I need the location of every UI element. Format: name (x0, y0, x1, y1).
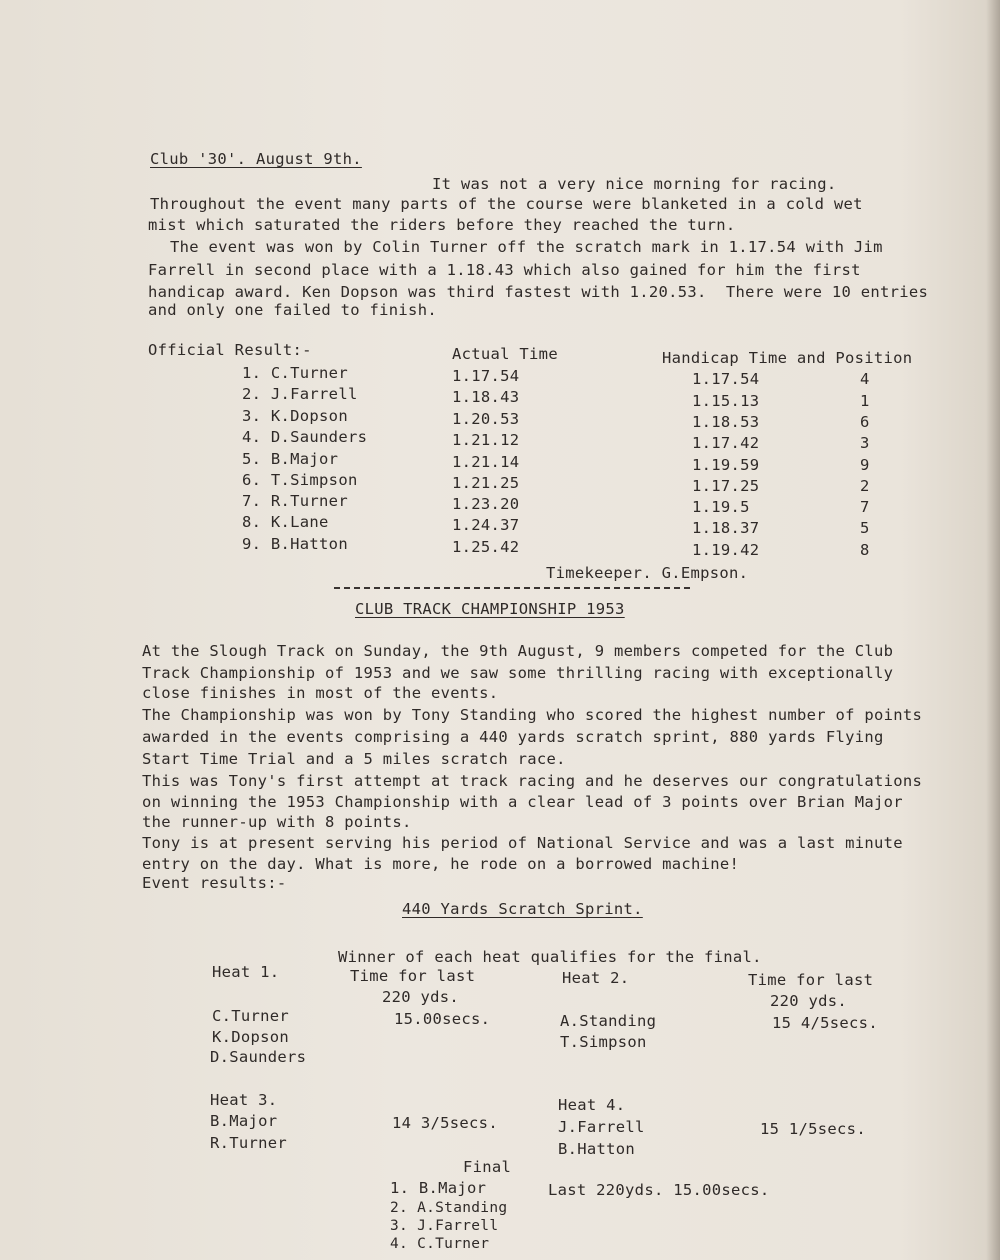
result-name: 8. K.Lane (242, 513, 329, 531)
result-actual: 1.25.42 (452, 538, 520, 556)
club30-line-1: It was not a very nice morning for racing. (432, 175, 837, 193)
result-position: 5 (860, 519, 870, 537)
result-position: 7 (860, 498, 870, 516)
club30-line-6: handicap award. Ken Dopson was third fastest with 1.20.53. There were 10 entries (148, 283, 929, 301)
track-heading: CLUB TRACK CHAMPIONSHIP 1953 (355, 600, 625, 618)
heat1-time-label-2: 220 yds. (382, 988, 460, 1006)
result-position: 1 (860, 392, 870, 410)
track-line-9: the runner-up with 8 points. (142, 813, 412, 831)
result-name: 4. D.Saunders (242, 428, 368, 446)
heat2-time: 15 4/5secs. (772, 1014, 878, 1032)
result-name: 9. B.Hatton (242, 535, 348, 553)
heat2-time-label-2: 220 yds. (770, 992, 848, 1010)
result-handicap: 1.15.13 (692, 392, 760, 410)
track-line-6: Start Time Trial and a 5 miles scratch race. (142, 750, 566, 768)
sprint-note: Winner of each heat qualifies for the final. (338, 948, 762, 966)
page-edge-shadow (986, 0, 1000, 1260)
heat4-rider: J.Farrell (558, 1118, 645, 1136)
result-handicap: 1.19.5 (692, 498, 750, 516)
result-handicap: 1.18.53 (692, 413, 760, 431)
result-actual: 1.24.37 (452, 516, 520, 534)
heat4-label: Heat 4. (558, 1096, 626, 1114)
track-line-7: This was Tony's first attempt at track racing and he deserves our congratulations (142, 772, 923, 790)
heat1-rider: K.Dopson (212, 1028, 290, 1046)
club30-line-5: Farrell in second place with a 1.18.43 which also gained for him the first (148, 261, 861, 279)
result-handicap: 1.19.59 (692, 456, 760, 474)
result-actual: 1.23.20 (452, 495, 520, 513)
track-line-4: The Championship was won by Tony Standing who scored the highest number of points (142, 706, 923, 724)
track-line-5: awarded in the events comprising a 440 yards scratch sprint, 880 yards Flying (142, 728, 884, 746)
track-line-8: on winning the 1953 Championship with a clear lead of 3 points over Brian Major (142, 793, 903, 811)
heat3-label: Heat 3. (210, 1091, 278, 1109)
result-position: 4 (860, 370, 870, 388)
timekeeper: Timekeeper. G.Empson. (546, 564, 749, 582)
heat1-time-label: Time for last (350, 967, 476, 985)
heat3-rider: B.Major (210, 1112, 278, 1130)
official-result-label: Official Result:- (148, 341, 312, 359)
heat3-rider: R.Turner (210, 1134, 288, 1152)
result-actual: 1.20.53 (452, 410, 520, 428)
result-handicap: 1.19.42 (692, 541, 760, 559)
result-name: 3. K.Dopson (242, 407, 348, 425)
result-handicap: 1.17.54 (692, 370, 760, 388)
handicap-header: Handicap Time and Position (662, 349, 913, 367)
heat1-rider: C.Turner (212, 1007, 290, 1025)
heat1-rider: D.Saunders (210, 1048, 307, 1066)
track-line-3: close finishes in most of the events. (142, 684, 499, 702)
final-result: 4. C.Turner (390, 1236, 490, 1252)
result-position: 2 (860, 477, 870, 495)
final-result: 2. A.Standing (390, 1200, 508, 1216)
result-position: 8 (860, 541, 870, 559)
heat1-time: 15.00secs. (394, 1010, 491, 1028)
result-name: 5. B.Major (242, 450, 339, 468)
result-actual: 1.18.43 (452, 388, 520, 406)
heat1-label: Heat 1. (212, 963, 280, 981)
final-label: Final (463, 1158, 512, 1176)
dashed-divider (334, 587, 690, 589)
result-actual: 1.21.12 (452, 431, 520, 449)
result-handicap: 1.17.42 (692, 434, 760, 452)
result-actual: 1.17.54 (452, 367, 520, 385)
heat2-rider: A.Standing (560, 1012, 657, 1030)
club30-line-7: and only one failed to finish. (148, 301, 437, 319)
track-line-12: Event results:- (142, 874, 287, 892)
result-name: 1. C.Turner (242, 364, 348, 382)
result-name: 7. R.Turner (242, 492, 348, 510)
heat4-time: 15 1/5secs. (760, 1120, 866, 1138)
result-actual: 1.21.25 (452, 474, 520, 492)
heat2-time-label: Time for last (748, 971, 874, 989)
final-result: 1. B.Major (390, 1179, 487, 1197)
heat4-rider: B.Hatton (558, 1140, 636, 1158)
sprint-heading: 440 Yards Scratch Sprint. (402, 900, 643, 918)
club30-line-3: mist which saturated the riders before they reached the turn. (148, 216, 736, 234)
track-line-10: Tony is at present serving his period of National Service and was a last minute (142, 834, 903, 852)
track-line-11: entry on the day. What is more, he rode on a borrowed machine! (142, 855, 740, 873)
track-line-1: At the Slough Track on Sunday, the 9th August, 9 members competed for the Club (142, 642, 894, 660)
club30-line-4: The event was won by Colin Turner off the scratch mark in 1.17.54 with Jim (170, 238, 883, 256)
heat2-rider: T.Simpson (560, 1033, 647, 1051)
final-time: Last 220yds. 15.00secs. (548, 1181, 770, 1199)
result-handicap: 1.18.37 (692, 519, 760, 537)
club30-heading: Club '30'. August 9th. (150, 150, 362, 168)
result-handicap: 1.17.25 (692, 477, 760, 495)
track-line-2: Track Championship of 1953 and we saw some thrilling racing with exceptionally (142, 664, 894, 682)
actual-time-header: Actual Time (452, 345, 558, 363)
result-position: 6 (860, 413, 870, 431)
final-result: 3. J.Farrell (390, 1218, 499, 1234)
result-position: 3 (860, 434, 870, 452)
result-actual: 1.21.14 (452, 453, 520, 471)
result-position: 9 (860, 456, 870, 474)
heat3-time: 14 3/5secs. (392, 1114, 498, 1132)
club30-line-2: Throughout the event many parts of the course were blanketed in a cold wet (150, 195, 863, 213)
result-name: 6. T.Simpson (242, 471, 358, 489)
heat2-label: Heat 2. (562, 969, 630, 987)
result-name: 2. J.Farrell (242, 385, 358, 403)
